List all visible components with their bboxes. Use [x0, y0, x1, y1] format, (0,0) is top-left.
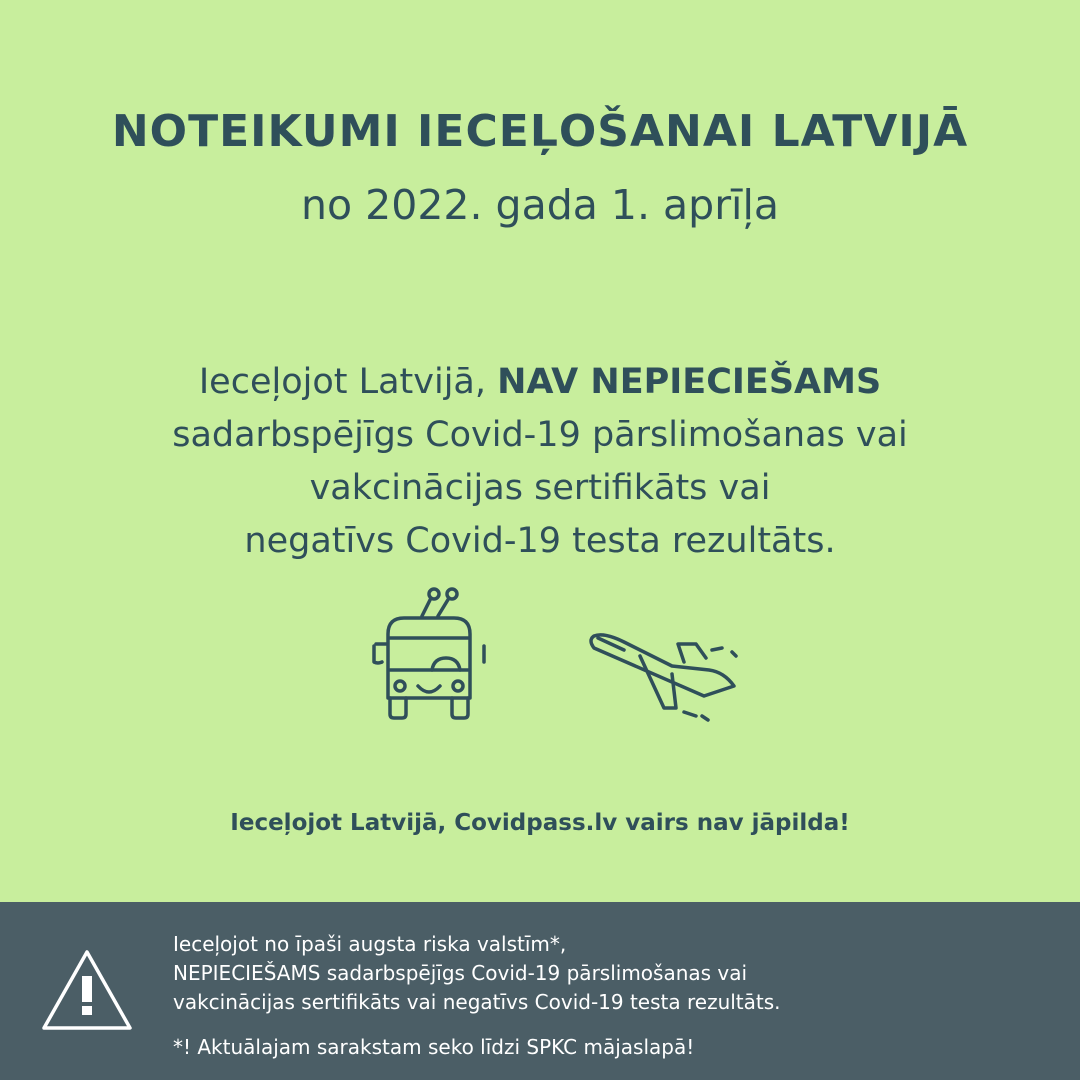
- main-message-line-3: vakcinācijas sertifikāts vai: [309, 468, 771, 508]
- warning-text: [173, 930, 1053, 1062]
- main-message-prefix: Ieceļojot Latvijā,: [198, 362, 498, 402]
- main-message-line-1: [90, 356, 990, 409]
- covidpass-note: Ieceļojot Latvijā, Covidpass.lv vairs nav jāpilda!: [230, 810, 850, 836]
- warning-line-2: NEPIECIEŠAMS sadarbspējīgs Covid-19 pārslimošanas vai: [173, 961, 748, 985]
- main-message-emphasis: NAV NEPIECIEŠAMS: [497, 362, 882, 402]
- trolleybus-icon: [368, 586, 490, 726]
- warning-panel: [0, 902, 1080, 1080]
- warning-line-3: vakcinācijas sertifikāts vai negatīvs Covid-19 testa rezultāts.: [173, 990, 781, 1014]
- page-subtitle: no 2022. gada 1. aprīļa: [301, 181, 779, 229]
- transport-icons: [0, 586, 1080, 726]
- main-message-line-2: sadarbspējīgs Covid-19 pārslimošanas vai: [172, 415, 908, 455]
- airplane-icon: [584, 626, 746, 726]
- main-message: [90, 356, 990, 568]
- page-title: NOTEIKUMI IECEĻOŠANAI LATVIJĀ: [111, 106, 969, 157]
- warning-triangle-icon: [40, 948, 134, 1032]
- main-message-line-4: negatīvs Covid-19 testa rezultāts.: [244, 521, 836, 561]
- warning-footnote: *! Aktuālajam sarakstam seko līdzi SPKC mājaslapā!: [173, 1035, 695, 1059]
- warning-line-1: Ieceļojot no īpaši augsta riska valstīm*,: [173, 932, 567, 956]
